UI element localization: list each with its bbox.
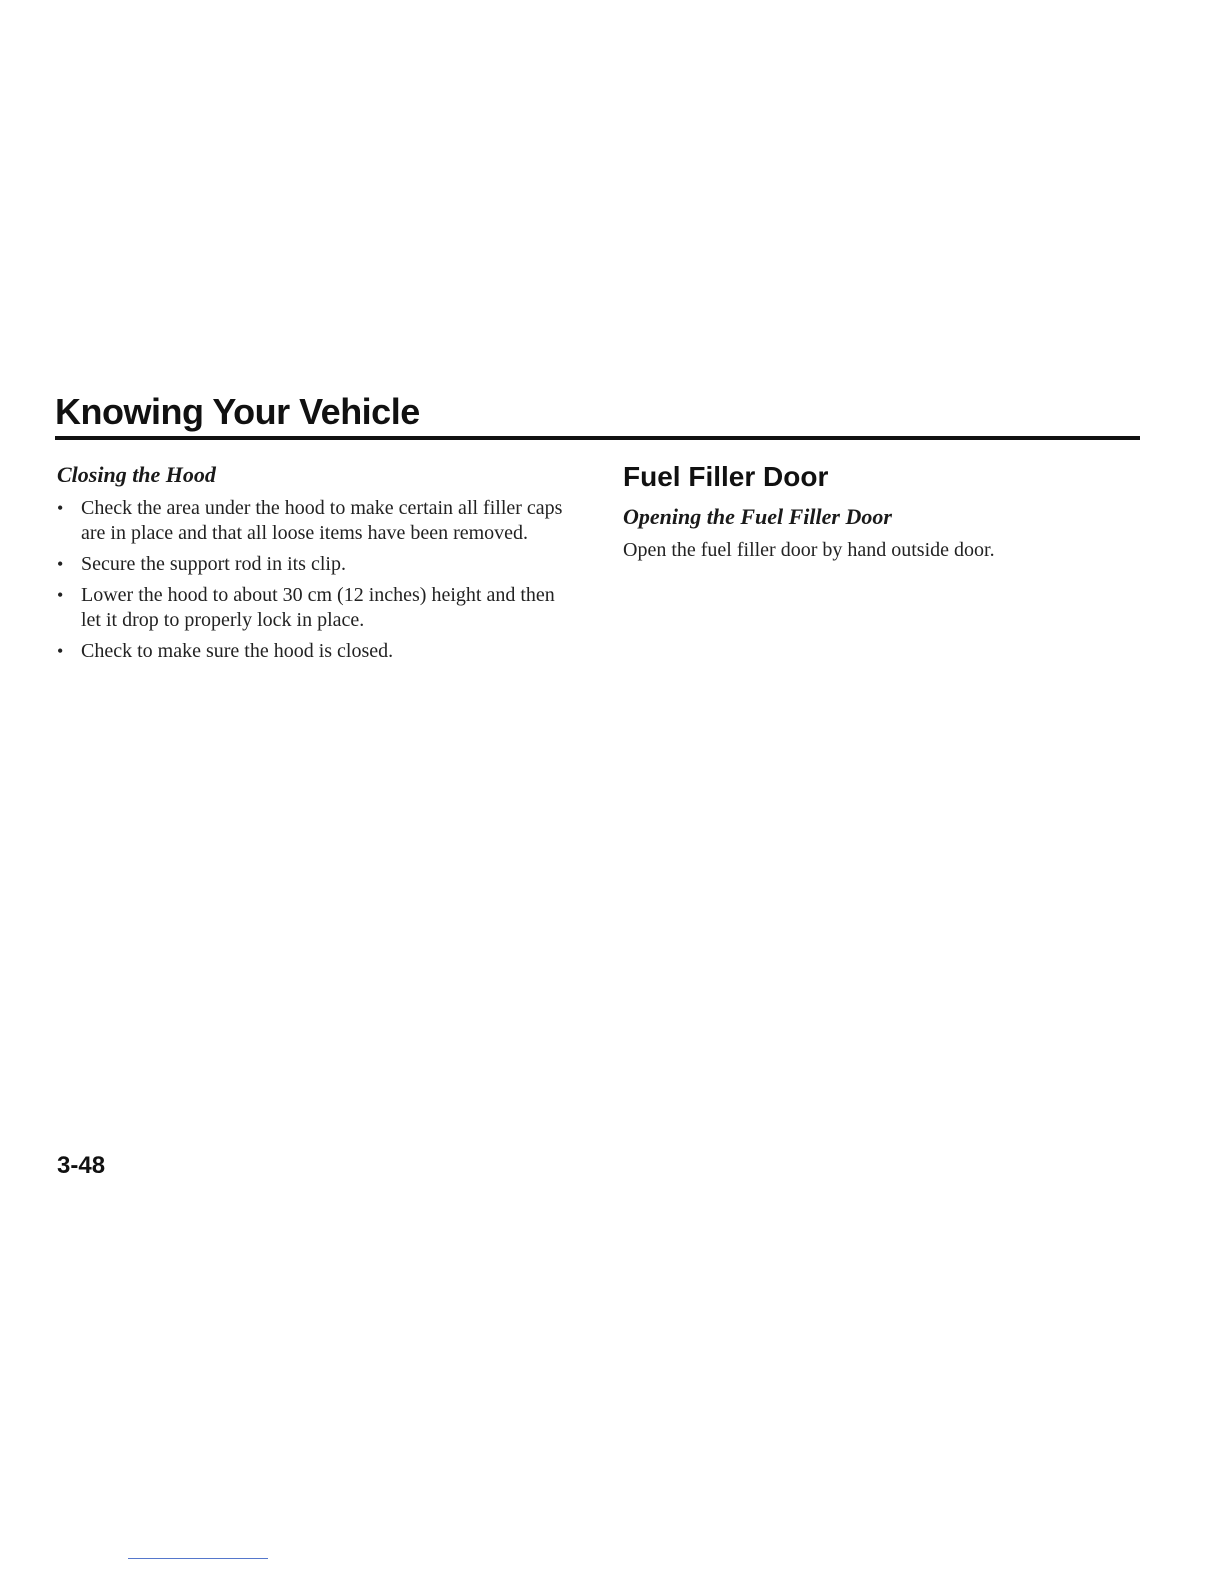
bullet-icon: • (57, 585, 64, 605)
list-item (57, 639, 567, 664)
list-item (57, 552, 567, 577)
bullet-icon: • (57, 641, 64, 661)
page-number: 3-48 (57, 1152, 106, 1179)
opening-fuel-door-subheading: Opening the Fuel Filler Door (623, 504, 892, 529)
list-item-text: Secure the support rod in its clip. (81, 553, 346, 575)
closing-hood-subheading: Closing the Hood (57, 462, 216, 487)
page-title: Knowing Your Vehicle (55, 391, 420, 432)
left-column (57, 460, 567, 670)
fuel-door-instructions: Open the fuel filler door by hand outside door. (623, 539, 995, 561)
list-item-text: Check the area under the hood to make certain all filler caps are in place and that all loose items have been removed. (81, 497, 563, 544)
footer-divider (128, 1558, 268, 1559)
list-item (57, 583, 567, 633)
page-header (55, 390, 1140, 434)
closing-hood-steps (57, 496, 567, 664)
title-rule (55, 436, 1140, 440)
bullet-icon: • (57, 554, 64, 574)
list-item (57, 496, 567, 546)
right-column (623, 460, 1123, 563)
list-item-text: Check to make sure the hood is closed. (81, 640, 394, 662)
fuel-filler-door-title: Fuel Filler Door (623, 461, 829, 492)
list-item-text: Lower the hood to about 30 cm (12 inches) height and then let it drop to properly lock in place. (81, 584, 555, 631)
bullet-icon: • (57, 498, 64, 518)
